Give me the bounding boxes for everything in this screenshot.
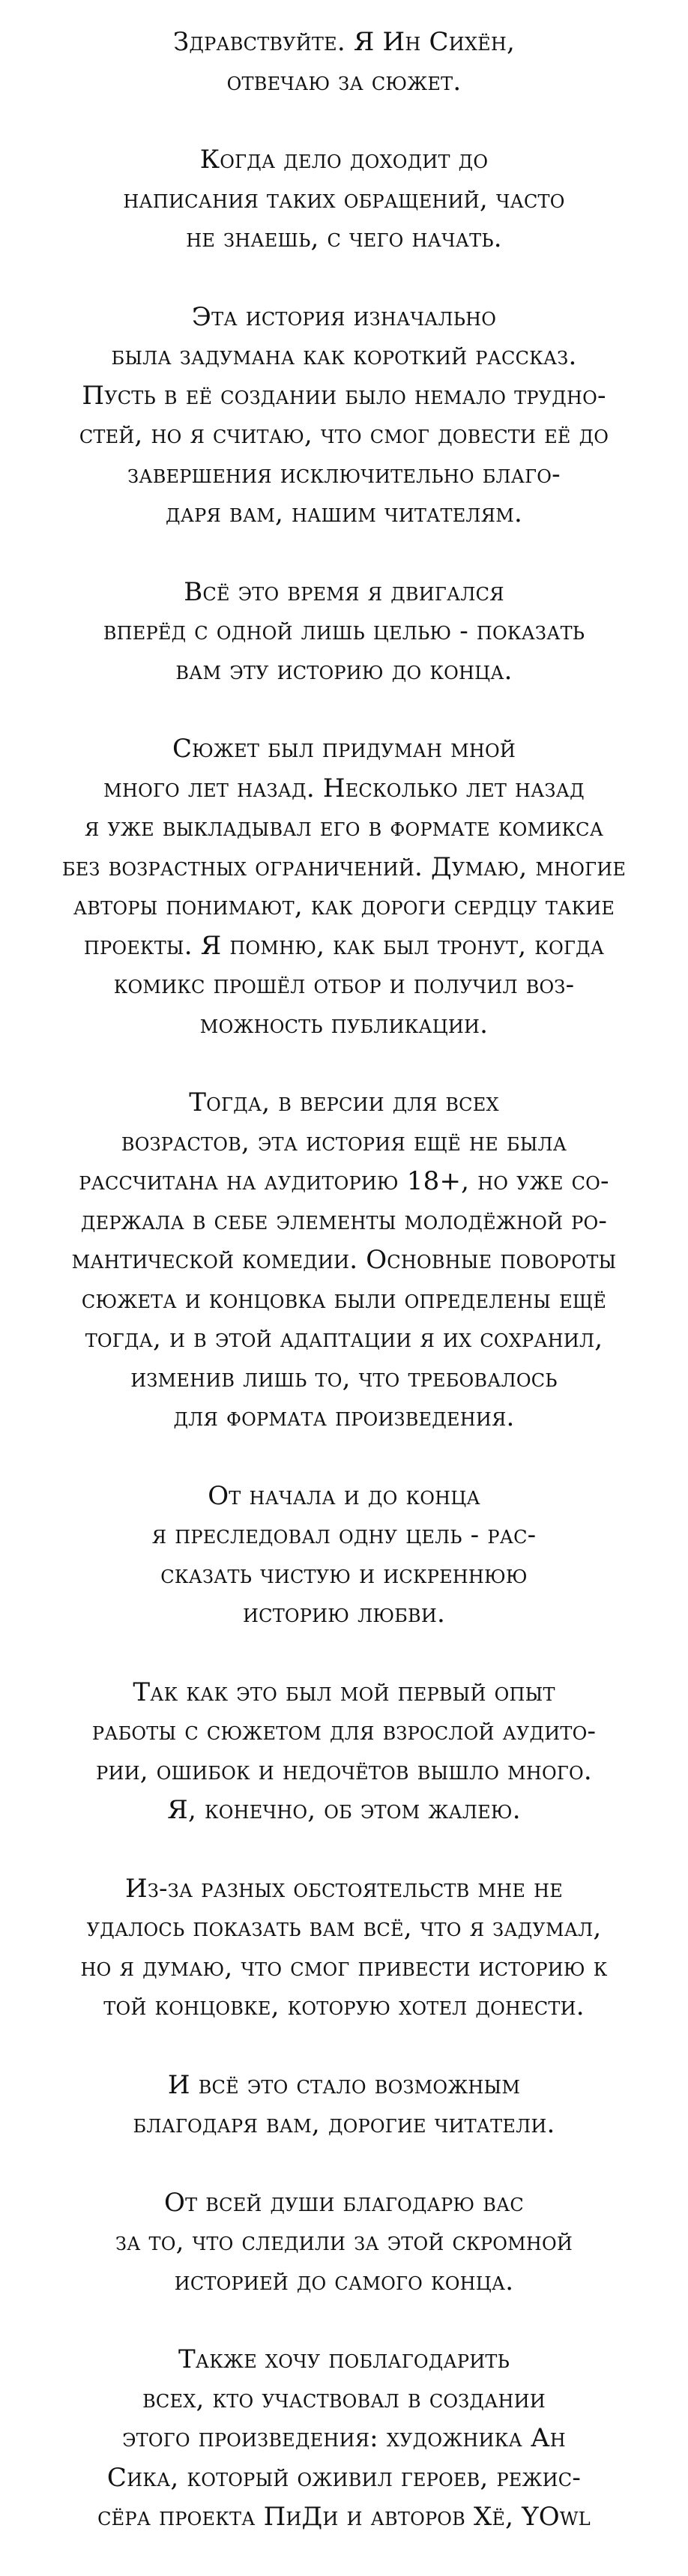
paragraph-thanks-readers [30,2066,658,2144]
text-line: комикс прошёл отбор и получил воз- [113,970,575,1000]
text-line: той концовке, которую хотел донести. [103,1991,585,2021]
text-line: проекты. Я помню, как был тронут, когда [83,930,605,961]
text-line: вам эту историю до конца. [175,655,513,686]
text-line: можность публикации. [199,1009,489,1040]
text-line: Так как это был мой первый опыт [133,1677,555,1707]
text-line: И всё это стало возможным [167,2069,521,2100]
text-line: много лет назад. Несколько лет назад [103,773,585,803]
text-line: для формата произведения. [173,1402,515,1432]
text-line: Я, конечно, об этом жалею. [167,1795,521,1825]
text-line: я уже выкладывал его в формате комикса [84,812,604,842]
text-line: Пусть в её создании было немало трудно- [82,380,606,411]
text-line: Тогда, в версии для всех [189,1088,499,1117]
text-line: авторы понимают, как дороги сердцу такие [73,891,615,921]
text-line: вперёд с одной лишь целью - показать [103,616,585,646]
text-line: рассчитана на аудиторию 18+, но уже со- [79,1166,609,1196]
text-line: но я думаю, что смог привести историю к [80,1952,608,1982]
paragraph-intro [30,140,658,259]
text-line: была задумана как короткий рассказ. [111,341,577,371]
text-line: сёра проекта ПиДи и авторов Хё, YOwl [97,2502,591,2532]
paragraph-gratitude [30,2183,658,2302]
text-line: историю любви. [243,1599,445,1629]
text-line: я преследовал одну цель - рас- [151,1520,537,1550]
author-afterword-text [30,22,658,2576]
text-line: даря вам, нашим читателям. [165,498,522,528]
paragraph-first-experience [30,1673,658,1830]
text-line: сказать чистую и искреннюю [160,1559,528,1590]
text-line: возрастов, эта история ещё не была [121,1126,567,1157]
text-line: всех, кто участвовал в создании [142,2383,546,2414]
text-line: стей, но я считаю, что смог довести её до [79,420,609,450]
text-line: за то, что следили за этой скромной [115,2227,573,2257]
paragraph-origin [30,298,658,534]
text-line: Эта история изначально [191,301,497,332]
text-line: не знаешь, с чего начать. [186,223,502,253]
text-line: изменив лишь то, что требовалось [130,1363,558,1393]
paragraph-aim [30,1476,658,1634]
paragraph-goal [30,573,658,691]
text-line: Сюжет был придуман мной [172,734,516,764]
text-line: историей до самого конца. [174,2266,514,2296]
paragraph-circumstances [30,1869,658,2027]
text-line: Сика, который оживил героев, режис- [106,2462,582,2493]
text-line: Всё это время я двигался [184,576,504,607]
text-line: удалось показать вам всё, что я задумал, [86,1913,602,1943]
text-line: без возрастных ограничений. Думаю, многие [61,851,627,882]
text-line: работы с сюжетом для взрослой аудито- [91,1716,597,1746]
text-line: От начала и до конца [208,1480,480,1511]
text-line: благодаря вам, дорогие читатели. [133,2109,555,2139]
paragraph-greeting [30,22,658,101]
text-line: написания таких обращений, часто [123,184,565,214]
text-line: От всей души благодарю вас [164,2187,524,2218]
text-line: мантической комедии. Основные повороты [71,1245,617,1275]
paragraph-adaptation [30,1083,658,1438]
text-line: Здравствуйте. Я Ин Сихён, [172,27,516,57]
text-line: сюжета и концовка были определены ещё [81,1284,607,1315]
text-line: держала в себе элементы молодёжной ро- [80,1205,608,1236]
text-line: этого произведения: художника Ан [122,2423,566,2453]
text-line: завершения исключительно благо- [127,459,561,489]
text-line: Из-за разных обстоятельств мне не [125,1873,563,1904]
paragraph-history [30,729,658,1044]
text-line: Когда дело доходит до [199,145,489,175]
text-line: Также хочу поблагодарить [178,2344,510,2374]
text-line: тогда, и в этой адаптации я их сохранил, [85,1324,603,1354]
text-line: отвечаю за сюжет. [226,66,462,97]
text-line: рии, ошибок и недочётов вышло много. [96,1755,592,1786]
paragraph-credits [30,2340,658,2537]
